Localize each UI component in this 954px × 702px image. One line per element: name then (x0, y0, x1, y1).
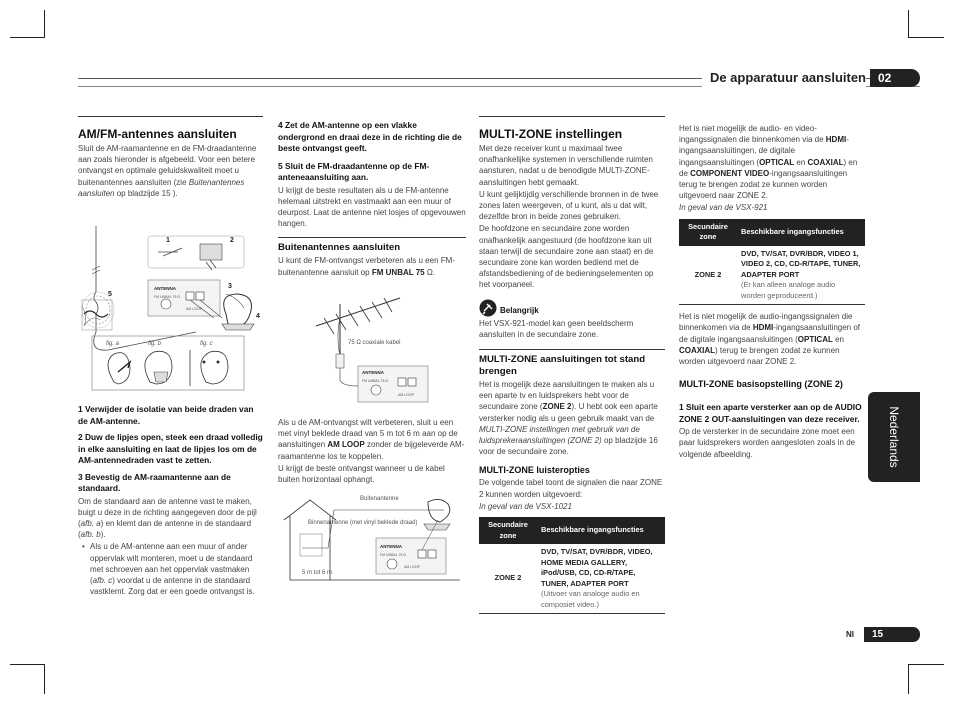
multizone-p2: U kunt gelijktijdig verschillende bronnen in de twee zones laten weergeven, of u kunt, als u dat wilt, dezelfde bron in beide zones gebruiken. (479, 189, 659, 222)
wire-length-label: 5 m tot 6 m (302, 570, 333, 576)
table-header-zone: Secundaire zone (479, 517, 537, 544)
crop-mark (908, 664, 944, 665)
crop-mark (908, 37, 944, 38)
function-list: DVD, TV/SAT, DVR/BDR, VIDEO, HOME MEDIA GALLERY, iPod/USB, CD, CD-R/TAPE, TUNER, ADAPTER PORT (541, 547, 653, 588)
subsection-title-aansluitingen: MULTI-ZONE aansluitingen tot stand brengen (479, 354, 646, 377)
table-header-functions: Beschikbare ingangsfuncties (737, 219, 865, 246)
section-heading-wrap (78, 116, 263, 141)
terminal-name: FM UNBAL 75 (371, 267, 425, 277)
chapter-title: De apparatuur aansluiten (702, 69, 866, 87)
subsection-title-basisopstelling: MULTI-ZONE basisopstelling (ZONE 2) (679, 379, 843, 390)
buitenantennes-text (278, 255, 466, 277)
section-title-multizone: MULTI-ZONE instellingen (479, 127, 623, 141)
crop-mark (908, 664, 909, 694)
coax-cable-label: 75 Ω coaxiale kabel (348, 340, 401, 346)
text: -ingangsaansluitingen terug te brengen zodat ze kunnen worden uitgevoerd naar ZONE 2. (679, 168, 848, 201)
terminal-name: COAXIAL (679, 345, 715, 355)
am-outdoor-wire-figure (280, 490, 466, 586)
fig-ref: afb. b (80, 530, 101, 540)
fig-c-label: fig. c (200, 341, 213, 347)
zone-restriction-p1 (679, 123, 865, 201)
language-tab-label: Nederlands (887, 406, 901, 468)
antenna-label: ANTENNA (362, 370, 384, 375)
am-loop-label: AM LOOP (404, 565, 420, 569)
am-reception-text (278, 417, 466, 462)
text: op bladzijde 15 ). (114, 188, 178, 198)
subsection-title-luisteropties: MULTI-ZONE luisteropties (479, 465, 590, 476)
zone-name: ZONE 2 (542, 402, 572, 412)
fm-unbal-label: FM UNBAL 75 Ω (362, 379, 389, 383)
crop-mark (44, 10, 45, 38)
terminal-name: COAXIAL (807, 157, 844, 167)
text: Als u de AM-ontvangst wilt verbeteren, sluit u een met vinyl beklede draad van 5 m tot 6 m aan op de aansluitingen (278, 418, 458, 450)
zone-table-vsx1021 (479, 517, 665, 614)
crop-mark (10, 37, 44, 38)
text: Binnenantenne (met vinyl beklede draad) (308, 520, 418, 526)
fig-b-label: fig. b (148, 341, 162, 347)
column-1-steps (78, 404, 263, 597)
column-2-mid (278, 416, 466, 485)
text: Sluit de AM-raamantenne en de FM-draadantenne aan zoals hieronder is afgebeeld. Voor een betere ontvangst en optimale geluidskwaliteit moet u buitenantennes aansluiten (zie (78, 144, 257, 187)
text: -ingangsaansluitingen of de digitale ingangsaansluitingen ( (679, 323, 861, 344)
figure-step-2: 2 (230, 237, 234, 244)
important-label: Belangrijk (500, 306, 539, 316)
indoor-antenna-label (308, 520, 417, 526)
outdoor-antenna-label: Buitenantenne (360, 496, 399, 502)
important-block (479, 299, 665, 317)
step-2: 2 Duw de lipjes open, steek een draad volledig in elke aansluiting en laat de lipjes los om de AM-antennedraden vast te zetten. (78, 432, 263, 465)
terminal-name: HDMI (752, 323, 774, 333)
model-note: In geval van de VSX-921 (679, 203, 768, 213)
footer-lang: Nl (846, 630, 854, 639)
text: Het is niet mogelijk de audio- en video-ingangssignalen die binnenkomen via de (679, 124, 826, 145)
text: Als u de AM-antenne aan een muur of ander oppervlak wilt monteren, moet u de standaard met schroeven aan het oppervlak vastmaken ( (90, 542, 253, 585)
text: en (832, 334, 844, 344)
subsection-heading-wrap (479, 349, 665, 377)
crop-mark (908, 10, 909, 38)
bullet-item (78, 541, 263, 597)
fm-unbal-label: FM UNBAL 75 Ω (380, 553, 407, 557)
text: Om de standaard aan de antenne vast te maken, buigt u deze in de richting aangegeven door de pijl ( (78, 496, 257, 528)
step-1: 1 Verwijder de isolatie van beide draden van de AM-antenne. (78, 404, 254, 426)
crop-mark (10, 664, 44, 665)
figure-step-1: 1 (166, 237, 170, 244)
table-row (679, 246, 865, 305)
chapter-number: 02 (870, 69, 920, 87)
step-3-text (78, 496, 263, 541)
step-5-text: U krijgt de beste resultaten als u de FM-antenne helemaal uitstrekt en vastmaakt aan een muur of deurpost. Laat de antenne niet losjes of opgevouwen hangen. (278, 185, 466, 229)
important-icon (479, 299, 497, 317)
cross-reference: MULTI-ZONE instellingen met gebruik van de luidsprekeraansluitingen (ZONE 2) (479, 424, 640, 446)
fig-ref: afb. a (80, 518, 101, 528)
text: op bladzijde 16 voor de secundaire zone. (479, 436, 658, 457)
luisteropties-text: De volgende tabel toont de signalen die naar ZONE 2 kunnen worden uitgevoerd: (479, 478, 663, 499)
crop-mark (44, 664, 45, 694)
column-3 (479, 116, 665, 614)
zone2-step-1: 1 Sluit een aparte versterker aan op de AUDIO ZONE 2 OUT-aansluitingen van deze receiver. (679, 402, 862, 424)
text: ). U hebt ook een aparte versterker nodig als u geen gebruik maakt van de (479, 402, 658, 423)
section-title-antennes: AM/FM-antennes aansluiten (78, 127, 237, 141)
antenna-label: ANTENNA (154, 286, 176, 291)
terminal-name: OPTICAL (797, 334, 833, 344)
aansluitingen-text (479, 379, 665, 457)
page-number: 15 (864, 627, 920, 642)
zone2-step-1-text: Op de versterker in de secundaire zone moet een paar luidsprekers worden aangesloten zoals in de volgende afbeelding. (679, 427, 856, 459)
am-reception-tip: U krijgt de beste ontvangst wanneer u de kabel buiten horizontaal ophangt. (278, 463, 445, 485)
terminal-name: COMPONENT VIDEO (690, 168, 770, 178)
subsection-heading-wrap (278, 237, 466, 253)
terminal-name: AM LOOP (327, 440, 365, 450)
text: Het is mogelijk deze aansluitingen te maken als u een aparte tv en luidsprekers hebt voor de secundaire zone ( (479, 380, 655, 412)
text: -ingangsaansluitingen, de digitale ingangsaansluitingen ( (679, 135, 849, 167)
fig-a-label: fig. a (106, 341, 120, 347)
table-row (479, 544, 665, 614)
table-cell-zone: ZONE 2 (479, 544, 537, 614)
step-4: 4 Zet de AM-antenne op een vlakke ondergrond en draai deze in de richting die de beste ontvangst geeft. (278, 120, 462, 153)
table-note: (Uitvoer van analoge audio en composiet video.) (541, 589, 640, 609)
intro-paragraph (78, 143, 263, 199)
am-fm-antenna-figure (78, 222, 264, 392)
table-header-zone: Secundaire zone (679, 219, 737, 246)
text: ) terug te brengen zodat ze kunnen worden uitgevoerd naar ZONE 2. (679, 345, 840, 366)
text: U kunt de FM-ontvangst verbeteren als u een FM-buitenantenne aansluit op (278, 256, 455, 277)
column-1 (78, 116, 263, 199)
fm-unbal-label: FM UNBAL 75 Ω (154, 295, 181, 299)
table-cell-functions (537, 544, 665, 614)
fig-ref: afb. c (92, 575, 113, 585)
am-loop-label: AM LOOP (186, 307, 202, 311)
text: zonder de bijgeleverde AM-raamantenne los te koppelen. (278, 440, 465, 461)
table-note: (Er kan alleen analoge audio worden geproduceerd.) (741, 280, 836, 300)
table-cell-functions (737, 246, 865, 305)
multizone-p1: Met deze receiver kunt u maximaal twee onafhankelijke systemen in verschillende ruimten aansturen, nadat u de benodigde MULTI-ZONE-aansluitingen hebt gemaakt. (479, 144, 653, 187)
column-4 (679, 122, 865, 460)
step-3: 3 Bevestig de AM-raamantenne aan de standaard. (78, 471, 231, 493)
figure-step-4: 4 (256, 313, 260, 320)
language-tab (868, 392, 920, 482)
figure-step-5: 5 (108, 291, 112, 298)
text: ) voordat u de antenne in de standaard vastklemt. Zorg dat er een goede ontvangst is. (90, 575, 255, 597)
step-5: 5 Sluit de FM-draadantenne op de FM-anteneaansluiting aan. (278, 160, 430, 182)
table-cell-zone: ZONE 2 (679, 246, 737, 305)
cross-reference: Buitenantennes aansluiten (78, 177, 245, 198)
text: ) en klemt dan de antenne in de standaard ( (78, 518, 252, 540)
important-text: Het VSX-921-model kan geen beeldscherm aansluiten in de secundaire zone. (479, 318, 634, 339)
text: Het is niet mogelijk de audio-ingangssignalen die binnenkomen via de (679, 312, 853, 333)
section-heading-wrap (479, 116, 665, 141)
zone-table-vsx921 (679, 219, 865, 306)
fm-outdoor-antenna-figure (310, 296, 440, 406)
subsection-title-buitenantennes: Buitenantennes aansluiten (278, 242, 401, 254)
antenna-label: ANTENNA (380, 544, 402, 549)
table-header-functions: Beschikbare ingangsfuncties (537, 517, 665, 544)
page-header (78, 69, 920, 87)
text: ) en de (679, 157, 858, 178)
figure-step-3: 3 (228, 283, 232, 290)
multizone-p3: De hoofdzone en secundaire zone worden onafhankelijk aangestuurd (de hoofdzone kan uit staan terwijl de secundaire zone aan staat) en de secundaire zone kan worden bediend met de afstandsbediening of de bedieningselementen op het voorpaneel. (479, 224, 654, 290)
terminal-name: OPTICAL (759, 157, 795, 167)
zone-restriction-p2 (679, 311, 865, 367)
function-list: DVD, TV/SAT, DVR/BDR, VIDEO 1, VIDEO 2, CD, CD-R/TAPE, TUNER, ADAPTER PORT (741, 248, 861, 279)
text: en (794, 157, 808, 167)
column-2 (278, 120, 466, 278)
am-loop-label: AM LOOP (398, 393, 414, 397)
model-note: In geval van de VSX-1021 (479, 501, 572, 511)
terminal-name: HDMI (825, 135, 847, 145)
text: ). (100, 530, 106, 540)
text: Ω. (424, 267, 436, 277)
